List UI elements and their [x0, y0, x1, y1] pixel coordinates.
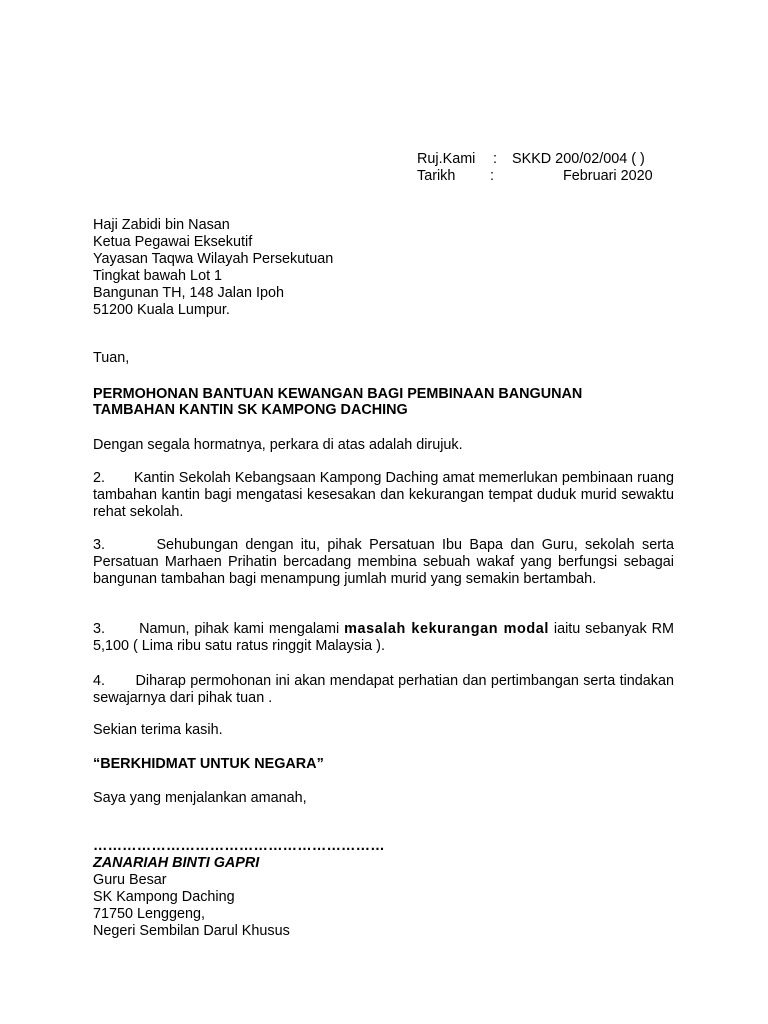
signatory-name: ZANARIAH BINTI GAPRI	[93, 855, 260, 871]
closing-line: Sekian terima kasih.	[93, 722, 223, 738]
school-postcode: 71750 Lenggeng,	[93, 906, 206, 922]
paragraph-2-text: 2. Kantin Sekolah Kebangsaan Kampong Daching amat memerlukan pembinaan ruang tambahan kantin bagi mengatasi kesesakan dan kekurangan tempat duduk murid sewaktu rehat sekolah.	[93, 470, 674, 520]
paragraph-3b-pre: 3. Namun, pihak kami mengalami	[93, 621, 345, 637]
subject-line-1: PERMOHONAN BANTUAN KEWANGAN BAGI PEMBINAAN BANGUNAN	[93, 386, 583, 402]
signature-line: ……………………………………………………	[93, 838, 385, 854]
signatory-title: Guru Besar	[93, 872, 167, 888]
paragraph-3b-post: iaitu sebanyak RM 5,100 ( Lima ribu satu ratus ringgit Malaysia ).	[93, 621, 674, 654]
salutation: Tuan,	[93, 350, 130, 366]
paragraph-3b-emphasis: masalah kekurangan modal	[344, 621, 549, 637]
paragraph-4-text: 4. Diharap permohonan ini akan mendapat perhatian dan pertimbangan serta tindakan sewajarnya dari pihak tuan .	[93, 673, 674, 706]
tarikh-colon: :	[490, 168, 494, 184]
ruj-colon: :	[493, 151, 497, 167]
ruj-value: SKKD 200/02/004 ( )	[512, 151, 645, 167]
tarikh-label: Tarikh	[417, 168, 456, 184]
paragraph-4	[93, 673, 674, 707]
recipient-line: 51200 Kuala Lumpur.	[93, 302, 230, 318]
school-name: SK Kampong Daching	[93, 889, 235, 905]
recipient-line: Tingkat bawah Lot 1	[93, 268, 223, 284]
intro-paragraph: Dengan segala hormatnya, perkara di atas adalah dirujuk.	[93, 437, 463, 453]
paragraph-3	[93, 537, 674, 587]
recipient-line: Ketua Pegawai Eksekutif	[93, 234, 253, 250]
recipient-line: Haji Zabidi bin Nasan	[93, 217, 230, 233]
paragraph-3b	[93, 621, 674, 655]
tarikh-value: Februari 2020	[563, 168, 653, 184]
motto: “BERKHIDMAT UNTUK NEGARA”	[93, 756, 324, 772]
ruj-label: Ruj.Kami	[417, 151, 476, 167]
paragraph-2	[93, 470, 674, 520]
subject-line-2: TAMBAHAN KANTIN SK KAMPONG DACHING	[93, 402, 408, 418]
paragraph-3-text: 3. Sehubungan dengan itu, pihak Persatuan Ibu Bapa dan Guru, sekolah serta Persatuan Marhaen Prihatin bercadang membina sebuah wakaf yang berfungsi sebagai bangunan tambahan bagi menampung jumlah murid yang semakin bertambah.	[93, 537, 674, 587]
recipient-line: Bangunan TH, 148 Jalan Ipoh	[93, 285, 284, 301]
school-state: Negeri Sembilan Darul Khusus	[93, 923, 290, 939]
paragraph-3b-text	[93, 621, 674, 655]
recipient-line: Yayasan Taqwa Wilayah Persekutuan	[93, 251, 334, 267]
trust-line: Saya yang menjalankan amanah,	[93, 790, 307, 806]
